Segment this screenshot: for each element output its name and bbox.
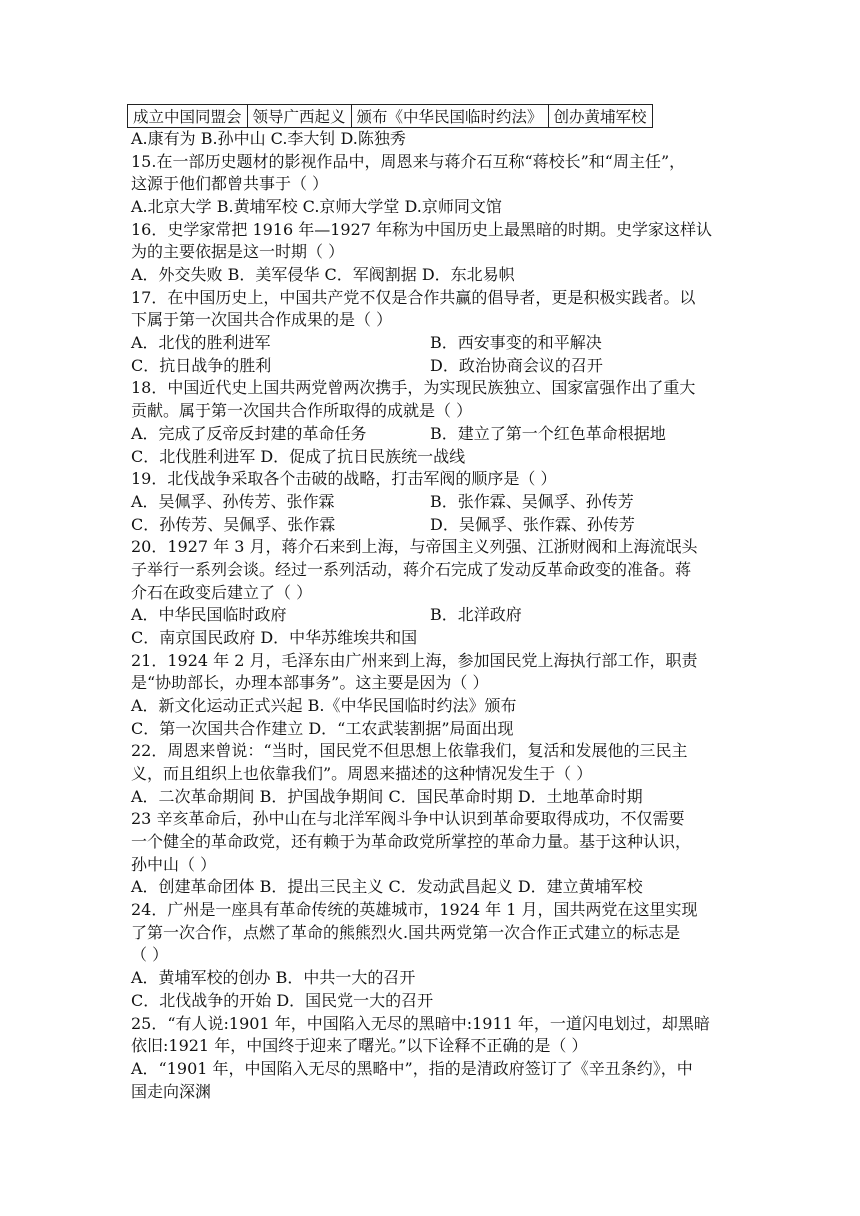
- text-line: 25．“有人说:1901 年，中国陷入无尽的黑暗中:1911 年，一道闪电划过，却黑暗: [131, 1013, 710, 1033]
- text-line: [131, 514, 635, 536]
- text-line: 24．广州是一座具有革命传统的英雄城市，1924 年 1 月，国共两党在这里实现: [131, 900, 698, 920]
- text-line: C．北伐胜利进军 D．促成了抗日民族统一战线: [131, 446, 466, 466]
- text-line: A．二次革命期间 B．护国战争期间 C．国民革命时期 D．土地革命时期: [131, 786, 643, 806]
- text-line: A．黄埔军校的创办 B．中共一大的召开: [131, 968, 416, 988]
- option-left: C．抗日战争的胜利: [131, 355, 272, 375]
- text-line: A.北京大学 B.黄埔军校 C.京师大学堂 D.京师同文馆: [131, 197, 502, 217]
- option-right: D．吴佩孚、张作霖、孙传芳: [430, 514, 635, 534]
- text-line: C．南京国民政府 D．中华苏维埃共和国: [131, 627, 418, 647]
- text-line: 了第一次合作，点燃了革命的熊熊烈火.国共两党第一次合作正式建立的标志是: [131, 922, 681, 942]
- text-line: 依旧:1921 年，中国终于迎来了曙光。”以下诠释不正确的是（ ）: [131, 1036, 588, 1056]
- option-right: B．建立了第一个红色革命根据地: [430, 423, 666, 443]
- answer-table: [127, 104, 653, 128]
- text-line: C．北伐战争的开始 D．国民党一大的召开: [131, 990, 434, 1010]
- text-line: A．创建革命团体 B．提出三民主义 C．发动武昌起义 D．建立黄埔军校: [131, 877, 643, 897]
- text-line: 下属于第一次国共合作成果的是（ ）: [131, 310, 393, 330]
- text-line: 义，而且组织上也依靠我们”。周恩来描述的这种情况发生于（ ）: [131, 764, 593, 784]
- text-line: 一个健全的革命政党，还有赖于为革命政党所掌控的革命力量。基于这种认识，: [131, 832, 692, 852]
- text-line: 为的主要依据是这一时期（ ）: [131, 242, 345, 262]
- text-line: 22．周恩来曾说：“当时，国民党不但思想上依靠我们，复活和发展他的三民主: [131, 741, 688, 761]
- table-cell: 颁布《中华民国临时约法》: [351, 105, 548, 128]
- text-line: 贡献。属于第一次国共合作所取得的成就是（ ）: [131, 401, 473, 421]
- text-line: 孙中山（ ）: [131, 854, 217, 874]
- text-line: 国走向深渊: [131, 1081, 212, 1101]
- text-line: A．“1901 年，中国陷入无尽的黑略中”，指的是清政府签订了《辛丑条约》，中: [131, 1058, 693, 1078]
- option-left: A．北伐的胜利进军: [131, 333, 271, 353]
- text-line: 是“协助部长，办理本部事务”。这主要是因为（ ）: [131, 673, 489, 693]
- text-line: C．第一次国共合作建立 D．“工农武装割据”局面出现: [131, 718, 514, 738]
- option-right: D．政治协商会议的召开: [430, 355, 603, 375]
- text-line: 20．1927 年 3 月，蒋介石来到上海，与帝国主义列强、江浙财阀和上海流氓头: [131, 537, 698, 557]
- text-line: [131, 423, 666, 445]
- option-right: B．西安事变的和平解决: [430, 333, 602, 353]
- text-line: 介石在政变后建立了（ ）: [131, 582, 313, 602]
- text-line: 17．在中国历史上，中国共产党不仅是合作共赢的倡导者，更是积极实践者。以: [131, 287, 696, 307]
- text-line: [131, 332, 602, 354]
- option-right: B．北洋政府: [430, 605, 522, 625]
- text-line: 19．北伐战争采取各个击破的战略，打击军阀的顺序是（ ）: [131, 469, 557, 489]
- text-line: A．外交失败 B．美军侵华 C．军阀割据 D．东北易帜: [131, 265, 515, 285]
- option-left: C．孙传芳、吴佩孚、张作霖: [131, 514, 336, 534]
- text-line: [131, 355, 603, 377]
- table-cell: 创办黄埔军校: [548, 105, 652, 128]
- text-line: A．新文化运动正式兴起 B.《中华民国临时约法》颁布: [131, 696, 517, 715]
- table-row: [128, 105, 653, 128]
- text-line: [131, 491, 634, 513]
- text-line: 18．中国近代史上国共两党曾两次携手，为实现民族独立、国家富强作出了重大: [131, 378, 696, 398]
- text-line: （ ）: [131, 945, 169, 965]
- table-cell: 领导广西起义: [247, 105, 351, 128]
- text-line: 子举行一系列会谈。经过一系列活动，蒋介石完成了发动反革命政变的准备。蒋: [131, 559, 692, 579]
- text-line: 21．1924 年 2 月，毛泽东由广州来到上海，参加国民党上海执行部工作，职责: [131, 650, 698, 670]
- text-line: 23 辛亥革命后，孙中山在与北洋军阀斗争中认识到革命要取得成功，不仅需要: [131, 809, 685, 829]
- option-left: A．中华民国临时政府: [131, 605, 287, 625]
- option-left: A．完成了反帝反封建的革命任务: [131, 423, 367, 443]
- text-line: [131, 604, 522, 626]
- text-line: A.康有为 B.孙中山 C.李大钊 D.陈独秀: [131, 129, 406, 148]
- option-left: A．吴佩孚、孙传芳、张作霖: [131, 491, 335, 511]
- option-right: B．张作霖、吴佩孚、孙传芳: [430, 491, 634, 511]
- text-line: 这源于他们都曾共事于（ ）: [131, 174, 329, 194]
- text-line: 15.在一部历史题材的影视作品中，周恩来与蒋介石互称“蒋校长”和“周主任”，: [131, 151, 686, 171]
- table-cell: 成立中国同盟会: [128, 105, 248, 128]
- text-line: 16．史学家常把 1916 年—1927 年称为中国历史上最黑暗的时期。史学家这样认: [131, 219, 713, 239]
